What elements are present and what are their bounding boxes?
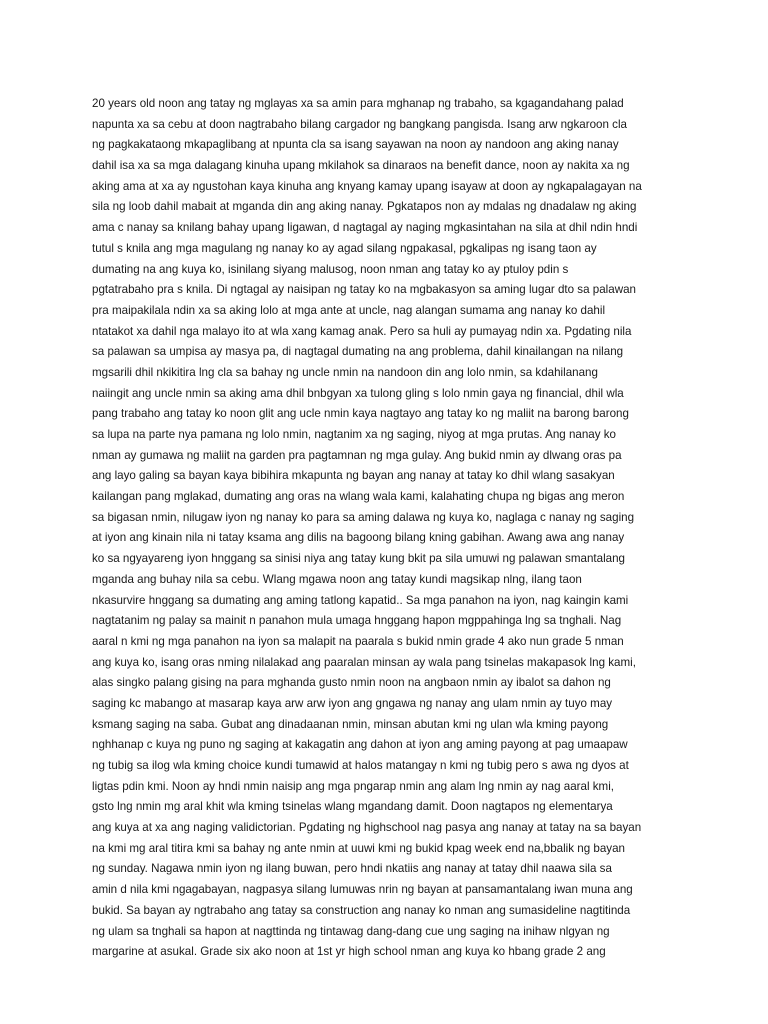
text-line: ng pagkakataong mkapaglibang at npunta cla sa isang sayawan na noon ay nandoon ang aking nanay	[92, 138, 619, 152]
text-line: ng ulam sa tnghali sa hapon at nagttinda ng tintawag dang-dang cue ung saging na inihaw nlgyan ng	[92, 924, 610, 938]
text-line: saging kc mabango at masarap kaya arw arw iyon ang gngawa ng nanay ang ulam nmin ay tuyo may	[92, 696, 613, 710]
text-line: nman ay gumawa ng maliit na garden pra pagtamnan ng mga gulay. Ang bukid nmin ay dlwang oras pa	[92, 448, 622, 462]
text-line: pra maipakilala ndin xa sa aking lolo at mga ante at uncle, nag alangan sumama ang nanay ko dahil	[92, 303, 606, 317]
text-line: ama c nanay sa knilang bahay upang ligawan, d nagtagal ay naging mgkasintahan na sila at dhil ndin hndi	[92, 221, 638, 235]
text-line: nkasurvire hnggang sa dumating ang aming tatlong kapatid.. Sa mga panahon na iyon, nag kaingin kami	[92, 593, 629, 607]
text-line: ng sunday. Nagawa nmin iyon ng ilang buwan, pero hndi nkatiis ang nanay at tatay dhil naawa sila sa	[92, 862, 612, 876]
text-line: mganda ang buhay nila sa cebu. Wlang mgawa noon ang tatay kundi magsikap nlng, ilang taon	[92, 572, 582, 586]
text-line: margarine at asukal. Grade six ako noon at 1st yr high school nman ang kuya ko hbang grade 2 ang	[92, 945, 606, 959]
text-line: amin d nila kmi ngagabayan, nagpasya silang lumuwas nrin ng bayan at pansamantalang iwan muna ang	[92, 883, 633, 897]
text-line: sa palawan sa umpisa ay masya pa, di nagtagal dumating na ang problema, dahil kinailangan na nilang	[92, 345, 624, 359]
text-line: ligtas pdin kmi. Noon ay hndi nmin naisip ang mga pngarap nmin ang alam lng nmin ay nag aaral kmi,	[92, 779, 615, 793]
text-line: tutul s knila ang mga magulang ng nanay ko ay agad silang ngpakasal, pgkalipas ng isang taon ay	[92, 241, 597, 255]
text-line: at iyon ang kinain nila ni tatay ksama ang dilis na bagoong bilang kning gabihan. Awang awa ang nanay	[92, 531, 625, 545]
text-line: aaral n kmi ng mga panahon na iyon sa malapit na paarala s bukid nmin grade 4 ako nun grade 5 nman	[92, 634, 624, 648]
text-line: gsto lng nmin mg aral khit wla kming tsinelas wlang mgandang damit. Doon nagtapos ng elementarya	[92, 800, 613, 814]
text-line: sila ng loob dahil mabait at mganda din ang aking nanay. Pgkatapos non ay mdalas ng dnadalaw ng aking	[92, 200, 637, 214]
text-line: ntatakot xa dahil nga malayo ito at wla xang kamag anak. Pero sa huli ay pumayag ndin xa. Pgdating nila	[92, 324, 632, 338]
text-line: sa lupa na parte nya pamana ng lolo nmin, nagtanim xa ng saging, niyog at mga prutas. Ang nanay ko	[92, 428, 616, 441]
text-line: alas singko palang gising na para mghanda gusto nmin noon na angbaon nmin ay ibalot sa dahon ng	[92, 676, 611, 690]
text-line: aking ama at xa ay ngustohan kaya kinuha ang knyang kamay upang isayaw at doon ay ngkapalagayan na	[92, 179, 642, 193]
text-line: bukid. Sa bayan ay ngtrabaho ang tatay sa construction ang nanay ko nman ang sumasideline nagtitinda	[92, 903, 631, 917]
text-line: kailangan pang mglakad, dumating ang oras na wlang wala kami, kalahating chupa ng bigas ang meron	[92, 490, 625, 504]
text-line: na kmi mg aral titira kmi sa bahay ng ante nmin at uuwi kmi ng bukid kpag week end na,bbalik ng bayan	[92, 841, 625, 855]
text-line: sa bigasan nmin, nilugaw iyon ng nanay ko para sa aming dalawa ng kuya ko, naglaga c nanay ng saging	[92, 510, 635, 524]
text-line: nagtatanim ng palay sa mainit n panahon mula umaga hnggang hapon mgppahinga lng sa tnghali. Nag	[92, 614, 622, 628]
text-line: dahil isa xa sa mga dalagang kinuha upang mkilahok sa dinaraos na benefit dance, noon ay nakita xa ng	[92, 159, 630, 173]
text-line: napunta xa sa cebu at doon nagtrabaho bilang cargador ng bangkang pangisda. Isang arw ngkaroon cla	[92, 117, 627, 131]
text-line: ang kuya at xa ang naging validictorian. Pgdating ng highschool nag pasya ang nanay at tatay na sa bayan	[92, 821, 642, 835]
text-line: pang trabaho ang tatay ko noon glit ang ucle nmin kaya nagtayo ang tatay ko ng maliit na barong barong	[92, 407, 629, 421]
text-line: naiingit ang uncle nmin sa aking ama dhil bnbgyan xa tulong gling s lolo nmin gaya ng financial, dhil wla	[92, 386, 624, 400]
body-text	[92, 94, 692, 963]
text-line: ang kuya ko, isang oras nming nilalakad ang paaralan minsan ay wala pang tsinelas makapasok lng kami,	[92, 655, 636, 669]
text-line: ksmang saging na saba. Gubat ang dinadaanan nmin, minsan abutan kmi ng ulan wla kming payong	[92, 717, 609, 731]
text-line: ko sa ngyayareng iyon hnggang sa sinisi niya ang tatay kung bkit pa sila umuwi ng palawan smantalang	[92, 552, 626, 566]
text-line: pgtatrabaho pra s knila. Di ngtagal ay naisipan ng tatay ko na mgbakasyon sa aming lugar dto sa palawan	[92, 283, 636, 297]
text-line: ang layo galing sa bayan kaya bibihira mkapunta ng bayan ang nanay at tatay ko dhil wlang sasakyan	[92, 469, 615, 483]
text-line: ng tubig sa ilog wla kming choice kundi tumawid at halos matangay n kmi ng tubig pero s awa ng dyos at	[92, 759, 629, 772]
text-line: nghhanap c kuya ng puno ng saging at kakagatin ang dahon at iyon ang aming payong at pag umaapaw	[92, 738, 628, 752]
text-line: 20 years old noon ang tatay ng mglayas xa sa amin para mghanap ng trabaho, sa kgagandahang palad	[92, 97, 624, 110]
text-line: dumating na ang kuya ko, isinilang siyang malusog, noon nman ang tatay ko ay ptuloy pdin s	[92, 262, 569, 276]
text-line: mgsarili dhil nkikitira lng cla sa bahay ng uncle nmin na nandoon din ang lolo nmin, sa kdahilanang	[92, 365, 598, 379]
